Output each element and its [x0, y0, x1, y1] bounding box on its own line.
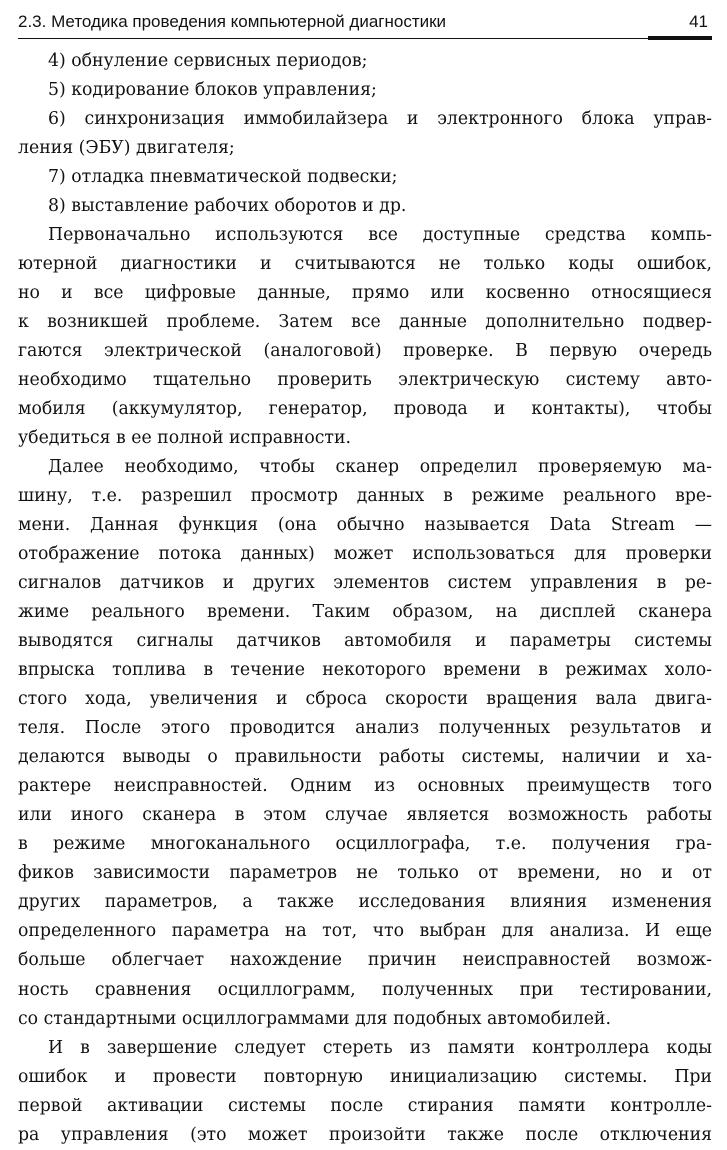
text-line: со стандартными осциллограммами для подобных автомобилей. — [18, 1008, 611, 1029]
text-line: фиков зависимости параметров не только от времени, но и от — [18, 863, 712, 884]
page-number: 41 — [689, 12, 708, 31]
text-line: сигналов датчиков и других элементов систем управления в ре- — [18, 573, 712, 594]
body-text — [18, 47, 712, 1150]
text-line: необходимо тщательно проверить электрическую систему авто- — [18, 370, 712, 391]
text-line: теля. После этого проводится анализ полученных результатов и — [18, 718, 712, 739]
text-line: мени. Данная функция (она обычно называется Data Stream — — [18, 515, 712, 536]
text-line: отображение потока данных) может использоваться для проверки — [18, 544, 712, 565]
text-line: И в завершение следует стереть из памяти контроллера коды — [48, 1037, 712, 1058]
text-line: впрыска топлива в течение некоторого времени в режимах холо- — [18, 660, 712, 681]
text-line: или иного сканера в этом случае является возможность работы — [18, 805, 712, 826]
text-line: больше облегчает нахождение причин неисправностей возмож- — [18, 950, 712, 971]
text-line: 6) синхронизация иммобилайзера и электронного блока управ- — [48, 109, 712, 130]
header-rule-accent — [648, 36, 712, 40]
text-line: ошибок и провести повторную инициализацию системы. При — [18, 1066, 712, 1087]
text-line: ления (ЭБУ) двигателя; — [18, 138, 235, 159]
text-line: жиме реального времени. Таким образом, на дисплей сканера — [18, 602, 712, 623]
text-line: но и все цифровые данные, прямо или косвенно относящиеся — [18, 283, 712, 304]
header-title: 2.3. Методика проведения компьютерной диагностики — [18, 12, 447, 31]
text-line: Первоначально используются все доступные средства компь- — [48, 225, 712, 246]
text-line: стого хода, увеличения и сброса скорости вращения вала двига- — [18, 689, 712, 710]
text-line: рактере неисправностей. Одним из основных преимуществ того — [18, 776, 712, 797]
text-line: выводятся сигналы датчиков автомобиля и параметры системы — [18, 631, 712, 652]
text-line: первой активации системы после стирания памяти контролле- — [18, 1095, 712, 1116]
header-rule — [18, 38, 712, 39]
text-line: ность сравнения осциллограмм, полученных при тестировании, — [18, 979, 712, 1000]
text-line: других параметров, а также исследования влияния изменения — [18, 892, 712, 913]
text-line: 8) выставление рабочих оборотов и др. — [48, 196, 407, 217]
text-line: 4) обнуление сервисных периодов; — [48, 51, 368, 71]
text-line: к возникшей проблеме. Затем все данные дополнительно подвер- — [18, 312, 712, 333]
text-line: шину, т.е. разрешил просмотр данных в режиме реального вре- — [18, 486, 712, 507]
text-line: ютерной диагностики и считываются не только коды ошибок, — [18, 254, 712, 275]
text-line: убедиться в ее полной исправности. — [18, 428, 351, 449]
text-line: 7) отладка пневматической подвески; — [48, 167, 398, 188]
text-line: Далее необходимо, чтобы сканер определил проверяемую ма- — [48, 457, 712, 478]
text-line: определенного параметра на тот, что выбран для анализа. И еще — [18, 921, 712, 942]
text-line: в режиме многоканального осциллографа, т.е. получения гра- — [18, 834, 712, 855]
text-line: 5) кодирование блоков управления; — [48, 80, 377, 101]
text-line: делаются выводы о правильности работы системы, наличии и ха- — [18, 747, 712, 768]
text-line: мобиля (аккумулятор, генератор, провода и контакты), чтобы — [18, 399, 712, 420]
text-line: ра управления (это может произойти также после отключения — [18, 1124, 712, 1145]
running-header — [18, 10, 712, 38]
text-line: гаются электрической (аналоговой) проверке. В первую очередь — [18, 341, 712, 362]
